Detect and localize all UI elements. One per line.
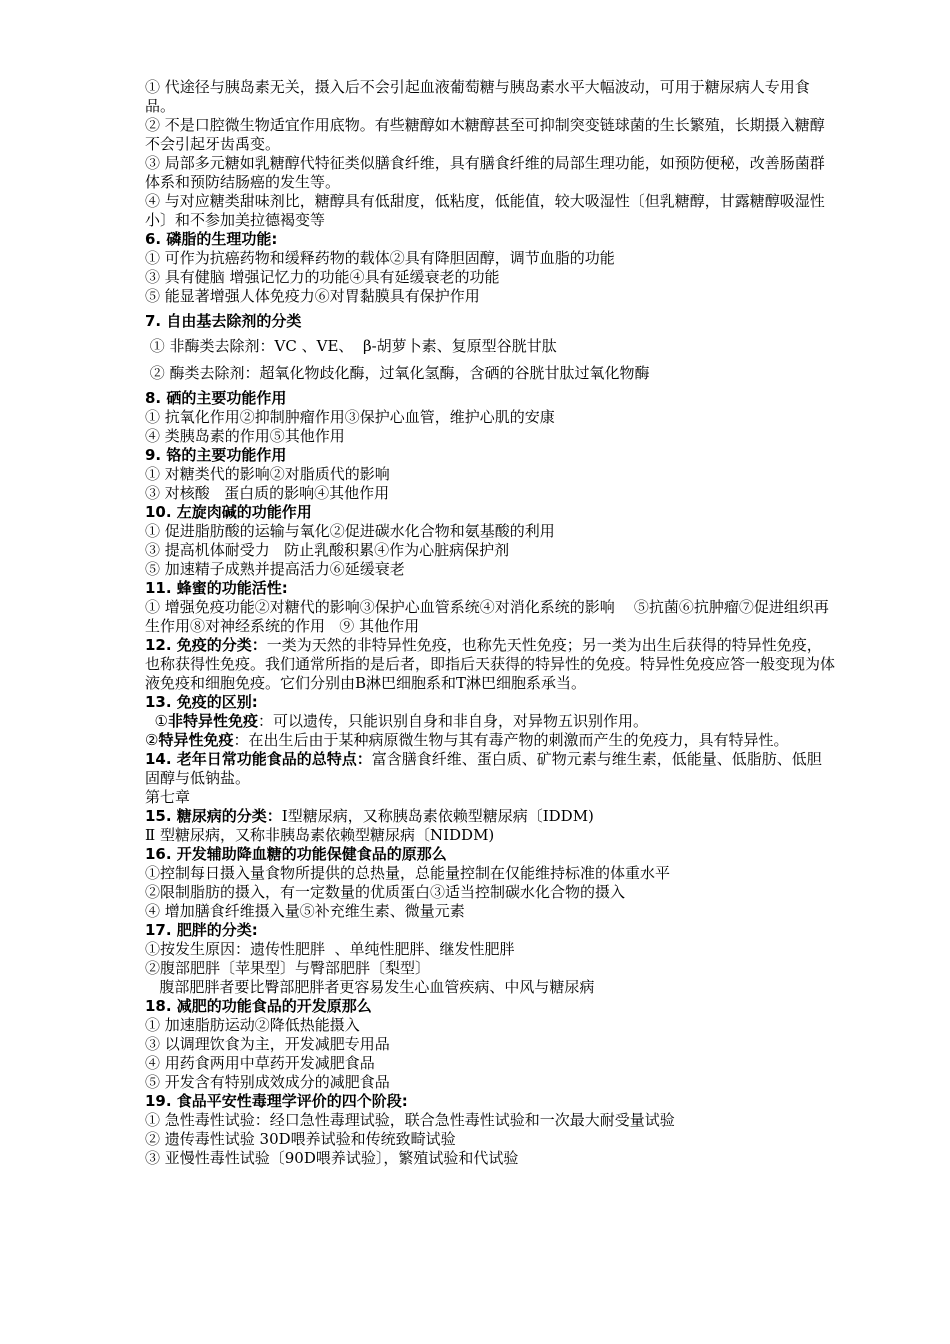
text-line: ② 不是口腔微生物适宜作用底物。有些糖醇如木糖醇甚至可抑制突变链球菌的生长繁殖，长期摄入糖醇不会引起牙齿禹变。 [145,116,825,153]
text-line: ① 非酶类去除剂：VC 、VE、 β-胡萝卜素、复原型谷胱甘肽 [145,337,557,355]
text-line: ① 可作为抗癌药物和缓释药物的载体②具有降胆固醇，调节血脂的功能 [145,249,615,267]
text-line: ④ 增加膳食纤维摄入量⑤补充维生素、微量元素 [145,902,465,920]
text-line: ① 促进脂肪酸的运输与氧化②促进碳水化合物和氨基酸的利用 [145,522,555,540]
text-line: ① 加速脂肪运动②降低热能摄入 [145,1016,360,1034]
text-run: ：在出生后由于某种病原微生物与其有毒产物的刺激而产生的免疫力，具有特异性。 [233,731,789,749]
section-heading: 15. 糖尿病的分类： [145,807,282,825]
section-heading: 19. 食品平安性毒理学评价的四个阶段: [145,1092,408,1110]
section-heading: 17. 肥胖的分类: [145,921,258,939]
section-heading: 16. 开发辅助降血糖的功能保健食品的原那么 [145,845,447,863]
text-line: ② 酶类去除剂：超氧化物歧化酶，过氧化氢酶，含硒的谷胱甘肽过氧化物酶 [145,364,650,382]
section-heading: 12. 免疫的分类： [145,636,267,654]
specific-immunity [145,731,835,750]
text-line: ⑤ 能显著增强人体免疫力⑥对胃黏膜具有保护作用 [145,287,480,305]
elderly-food-features [145,750,835,788]
text-line: ③ 局部多元糖如乳糖醇代特征类似膳食纤维，具有膳食纤维的局部生理功能，如预防便秘，改善肠菌群体系和预防结肠癌的发生等。 [145,154,825,191]
section-heading: 6. 磷脂的生理功能: [145,230,278,248]
text-line: ③ 亚慢性毒性试验〔90D喂养试验〕，繁殖试验和代试验 [145,1149,519,1167]
text-line: ②腹部肥胖〔苹果型〕与臀部肥胖〔梨型〕 [145,959,431,977]
chapter-label: 第七章 [145,788,191,806]
text-line: ④ 用药食两用中草药开发减肥食品 [145,1054,375,1072]
text-line: ③ 以调理饮食为主，开发减肥专用品 [145,1035,390,1053]
text-line: ③ 提高机体耐受力 防止乳酸积累④作为心脏病保护剂 [145,541,510,559]
text-line: ④ 类胰岛素的作用⑤其他作用 [145,427,345,445]
term: 特异性免疫 [158,731,234,749]
text-line: ① 急性毒性试验：经口急性毒理试验，联合急性毒性试验和一次最大耐受量试验 [145,1111,675,1129]
section-heading: 7. 自由基去除剂的分类 [145,312,302,330]
text-run: 富含膳食纤维、蛋白质、矿物元素与维生素，低能量、低脂肪、低胆固醇与低钠盐。 [145,750,822,787]
text-line: ③ 对核酸 蛋白质的影响④其他作用 [145,484,390,502]
text-run: ：可以遗传，只能识别自身和非自身，对异物五识别作用。 [258,712,649,730]
text-line: ④ 与对应糖类甜味剂比，糖醇具有低甜度，低粘度，低能值，较大吸湿性〔但乳糖醇，甘露糖醇吸湿性小〕和不参加美拉德褐变等 [145,192,825,229]
diabetes-classification [145,807,835,826]
list-marker: ① [145,712,168,730]
text-line: ⑤ 加速精子成熟并提高活力⑥延缓衰老 [145,560,405,578]
text-line: Ⅱ 型糖尿病，又称非胰岛素依赖型糖尿病〔NIDDM) [145,826,495,844]
section-heading: 8. 硒的主要功能作用 [145,389,287,407]
section-heading: 9. 铬的主要功能作用 [145,446,287,464]
text-line: 腹部肥胖者要比臀部肥胖者更容易发生心血管疾病、中风与糖尿病 [145,978,595,996]
nonspecific-immunity [145,712,835,731]
text-line: ① 代途径与胰岛素无关，摄入后不会引起血液葡萄糖与胰岛素水平大幅波动，可用于糖尿病人专用食品。 [145,78,810,115]
text-line: ② 遗传毒性试验 30D喂养试验和传统致畸试验 [145,1130,456,1148]
text-line: ① 增强免疫功能②对糖代的影响③保护心血管系统④对消化系统的影响 ⑤抗菌⑥抗肿瘤⑦促进组织再生作用⑧对神经系统的作用 ⑨ 其他作用 [145,598,829,635]
section-heading: 10. 左旋肉碱的功能作用 [145,503,312,521]
immunity-classification [145,636,835,693]
text-line: ① 抗氧化作用②抑制肿瘤作用③保护心血管，维护心肌的安康 [145,408,555,426]
text-line: ①按发生原因：遗传性肥胖 、单纯性肥胖、继发性肥胖 [145,940,515,958]
section-heading: 14. 老年日常功能食品的总特点： [145,750,372,768]
list-marker: ② [145,731,159,749]
section-heading: 18. 减肥的功能食品的开发原那么 [145,997,372,1015]
text-line: ③ 具有健脑 增强记忆力的功能④具有延缓衰老的功能 [145,268,500,286]
text-line: ②限制脂肪的摄入，有一定数量的优质蛋白③适当控制碳水化合物的摄入 [145,883,626,901]
text-run: 一类为天然的非特异性免疫，也称先天性免疫；另一类为出生后获得的特异性免疫，也称获得性免疫。我们通常所指的是后者，即指后天获得的特异性的免疫。特异性免疫应答一般变现为体液免疫和细胞免疫。它们分别由B淋巴细胞系和T淋巴细胞系承当。 [145,636,836,692]
section-heading: 13. 免疫的区别: [145,693,258,711]
text-line: ⑤ 开发含有特别成效成分的减肥食品 [145,1073,390,1091]
section-heading: 11. 蜂蜜的功能活性: [145,579,288,597]
term: 非特异性免疫 [168,712,259,730]
text-run: Ⅰ型糖尿病，又称胰岛素依赖型糖尿病〔IDDM) [281,807,594,825]
text-line: ① 对糖类代的影响②对脂质代的影响 [145,465,390,483]
text-line: ①控制每日摄入量食物所提供的总热量，总能量控制在仅能维持标准的体重水平 [145,864,671,882]
document-body [145,78,835,1168]
